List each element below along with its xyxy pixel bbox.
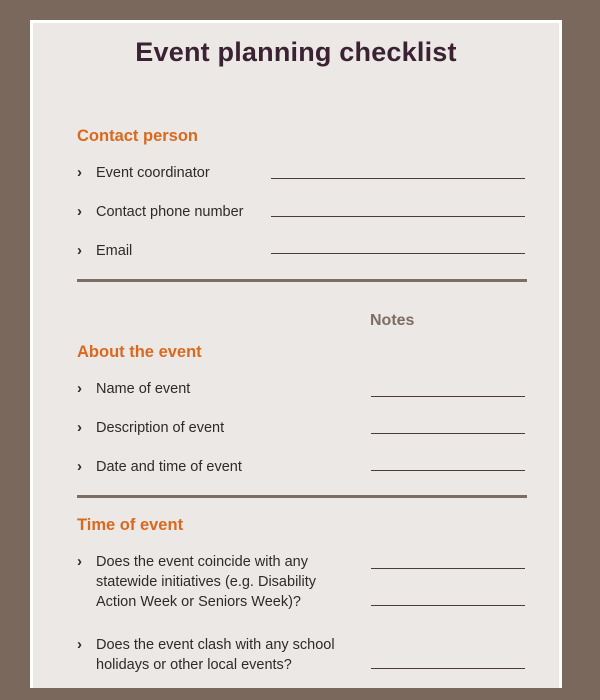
- item-label: Event coordinator: [96, 165, 210, 181]
- contact-phone-field[interactable]: [271, 216, 525, 217]
- section-divider: [77, 495, 527, 498]
- coincide-notes-field[interactable]: [371, 605, 525, 606]
- notes-heading: Notes: [370, 312, 415, 329]
- chevron-right-icon: ›: [77, 380, 82, 397]
- item-label: Does the event coincide with any: [96, 554, 308, 570]
- item-label: Contact phone number: [96, 204, 244, 220]
- section-divider: [77, 279, 527, 282]
- checklist-page: [30, 20, 562, 688]
- email-field[interactable]: [271, 253, 525, 254]
- description-of-event-field[interactable]: [371, 433, 525, 434]
- date-time-field[interactable]: [371, 470, 525, 471]
- chevron-right-icon: ›: [77, 553, 82, 570]
- event-coordinator-field[interactable]: [271, 178, 525, 179]
- section-heading-contact: Contact person: [77, 127, 199, 145]
- chevron-right-icon: ›: [77, 419, 82, 436]
- item-label: holidays or other local events?: [96, 657, 292, 673]
- name-of-event-field[interactable]: [371, 396, 525, 397]
- clash-answer-field[interactable]: [371, 668, 525, 669]
- item-label: Action Week or Seniors Week)?: [96, 594, 301, 610]
- chevron-right-icon: ›: [77, 636, 82, 653]
- page-title: Event planning checklist: [135, 37, 457, 67]
- item-label: Description of event: [96, 420, 225, 436]
- item-label: Date and time of event: [96, 459, 242, 475]
- item-label: Name of event: [96, 381, 191, 397]
- section-heading-time: Time of event: [77, 516, 184, 534]
- chevron-right-icon: ›: [77, 203, 82, 220]
- item-label: Does the event clash with any school: [96, 637, 335, 653]
- chevron-right-icon: ›: [77, 242, 82, 259]
- chevron-right-icon: ›: [77, 458, 82, 475]
- coincide-answer-field[interactable]: [371, 568, 525, 569]
- item-label: Email: [96, 243, 133, 259]
- chevron-right-icon: ›: [77, 164, 82, 181]
- item-label: statewide initiatives (e.g. Disability: [96, 574, 317, 590]
- section-heading-about: About the event: [77, 343, 202, 361]
